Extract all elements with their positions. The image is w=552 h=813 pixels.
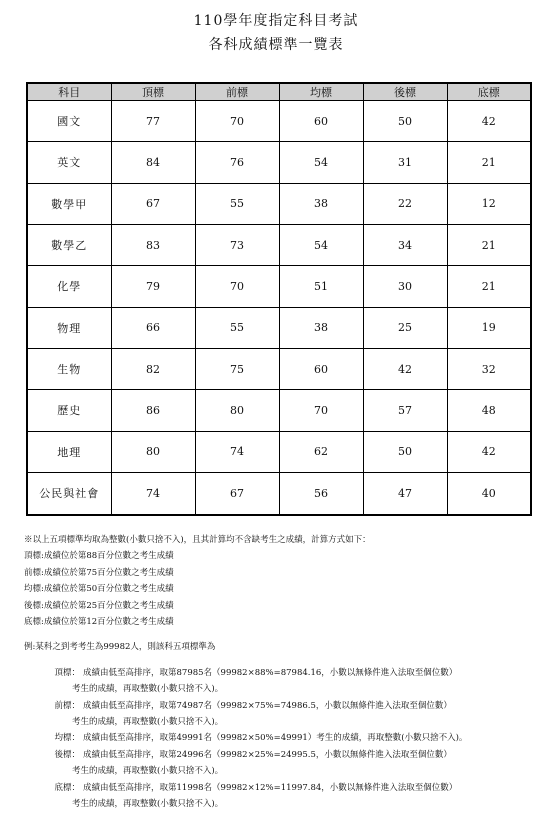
score-cell: 84 (111, 142, 195, 183)
score-cell: 31 (363, 142, 447, 183)
score-cell: 47 (363, 472, 447, 515)
example-text: 成績由低至高排序，取第11998名（99982×12%=11997.84，小數以無條件進入法取至個位數） (83, 782, 458, 793)
header-subject: 科目 (27, 83, 111, 101)
score-cell: 56 (279, 472, 363, 515)
score-cell: 54 (279, 142, 363, 183)
score-cell: 73 (195, 224, 279, 265)
header-front: 前標 (195, 83, 279, 101)
document-title: 110學年度指定科目考試 (193, 13, 359, 29)
notes-section (24, 532, 544, 813)
table-row (27, 307, 531, 348)
score-cell: 74 (111, 472, 195, 515)
score-cell: 42 (363, 348, 447, 389)
subject-cell: 國文 (27, 101, 111, 142)
score-cell: 77 (111, 101, 195, 142)
example-continuation: 考生的成績，再取整數(小數只捨不入)。 (72, 766, 224, 777)
score-cell: 48 (447, 390, 531, 431)
score-cell: 50 (363, 431, 447, 472)
subject-cell: 數學乙 (27, 224, 111, 265)
notes-intro: ※以上五項標準均取為整數(小數只捨不入)，且其計算均不含缺考生之成績，計算方式如下： (24, 535, 371, 545)
header-back: 後標 (363, 83, 447, 101)
score-cell: 66 (111, 307, 195, 348)
score-cell: 55 (195, 183, 279, 224)
table-header-row (27, 83, 531, 101)
example-entry (24, 730, 544, 746)
score-cell: 70 (279, 390, 363, 431)
example-text: 成績由低至高排序，取第87985名（99982×88%=87984.16，小數以無條件進入法取至個位數） (83, 667, 458, 678)
score-cell: 40 (447, 472, 531, 515)
score-cell: 32 (447, 348, 531, 389)
score-cell: 82 (111, 348, 195, 389)
table-row (27, 431, 531, 472)
header-bottom: 底標 (447, 83, 531, 101)
definition-line: 前標:成績位於第75百分位數之考生成績 (24, 567, 174, 578)
score-cell: 50 (363, 101, 447, 142)
subject-cell: 英文 (27, 142, 111, 183)
header-top: 頂標 (111, 83, 195, 101)
example-continuation: 考生的成績，再取整數(小數只捨不入)。 (72, 717, 224, 728)
table-row (27, 101, 531, 142)
score-cell: 74 (195, 431, 279, 472)
score-cell: 70 (195, 266, 279, 307)
example-entry (24, 665, 544, 681)
example-label: 頂標： (54, 667, 80, 678)
score-cell: 67 (195, 472, 279, 515)
example-label: 後標： (54, 749, 80, 760)
score-cell: 38 (279, 307, 363, 348)
score-cell: 42 (447, 101, 531, 142)
score-cell: 12 (447, 183, 531, 224)
example-entry (24, 747, 544, 763)
score-cell: 83 (111, 224, 195, 265)
score-cell: 86 (111, 390, 195, 431)
subject-cell: 物理 (27, 307, 111, 348)
definition-line: 底標:成績位於第12百分位數之考生成績 (24, 617, 174, 628)
score-cell: 76 (195, 142, 279, 183)
subject-cell: 化學 (27, 266, 111, 307)
table-row (27, 142, 531, 183)
example-text: 成績由低至高排序，取第74987名（99982×75%=74986.5，小數以無條件進入法取至個位數） (83, 700, 452, 711)
table-row (27, 390, 531, 431)
document-subtitle: 各科成績標準一覽表 (208, 37, 344, 53)
score-cell: 51 (279, 266, 363, 307)
score-cell: 19 (447, 307, 531, 348)
score-cell: 60 (279, 348, 363, 389)
table-row (27, 266, 531, 307)
table-row (27, 472, 531, 515)
score-cell: 25 (363, 307, 447, 348)
definition-line: 均標:成績位於第50百分位數之考生成績 (24, 584, 174, 595)
example-entry (24, 780, 544, 796)
definition-line: 後標:成績位於第25百分位數之考生成績 (24, 600, 174, 611)
example-text: 成績由低至高排序，取第24996名（99982×25%=24995.5，小數以無條件進入法取至個位數） (83, 749, 452, 760)
definition-line: 頂標:成績位於第88百分位數之考生成績 (24, 551, 174, 562)
subject-cell: 生物 (27, 348, 111, 389)
table-row (27, 224, 531, 265)
score-cell: 21 (447, 266, 531, 307)
examples-list (24, 665, 544, 813)
score-cell: 38 (279, 183, 363, 224)
score-cell: 21 (447, 224, 531, 265)
score-cell: 80 (111, 431, 195, 472)
score-cell: 54 (279, 224, 363, 265)
subject-cell: 地理 (27, 431, 111, 472)
score-cell: 34 (363, 224, 447, 265)
table-row (27, 348, 531, 389)
example-intro: 例:某科之到考考生為99982人，則該科五項標準為 (24, 642, 216, 653)
subject-cell: 歷史 (27, 390, 111, 431)
score-cell: 80 (195, 390, 279, 431)
score-cell: 21 (447, 142, 531, 183)
score-cell: 55 (195, 307, 279, 348)
header-average: 均標 (279, 83, 363, 101)
score-cell: 42 (447, 431, 531, 472)
score-cell: 60 (279, 101, 363, 142)
score-cell: 57 (363, 390, 447, 431)
score-cell: 70 (195, 101, 279, 142)
subject-cell: 公民與社會 (27, 472, 111, 515)
example-continuation: 考生的成績，再取整數(小數只捨不入)。 (72, 684, 224, 695)
example-entry (24, 698, 544, 714)
example-continuation: 考生的成績，再取整數(小數只捨不入)。 (72, 799, 224, 810)
score-cell: 79 (111, 266, 195, 307)
example-text: 成績由低至高排序，取第49991名（99982×50%=49991）考生的成績，再取整數(小數只捨不入)。 (83, 733, 468, 744)
score-cell: 67 (111, 183, 195, 224)
example-label: 底標： (54, 782, 80, 793)
example-label: 前標： (54, 700, 80, 711)
example-label: 均標： (54, 733, 80, 744)
subject-cell: 數學甲 (27, 183, 111, 224)
score-cell: 62 (279, 431, 363, 472)
score-cell: 30 (363, 266, 447, 307)
score-cell: 22 (363, 183, 447, 224)
table-row (27, 183, 531, 224)
score-cell: 75 (195, 348, 279, 389)
grade-standards-table (26, 82, 532, 516)
